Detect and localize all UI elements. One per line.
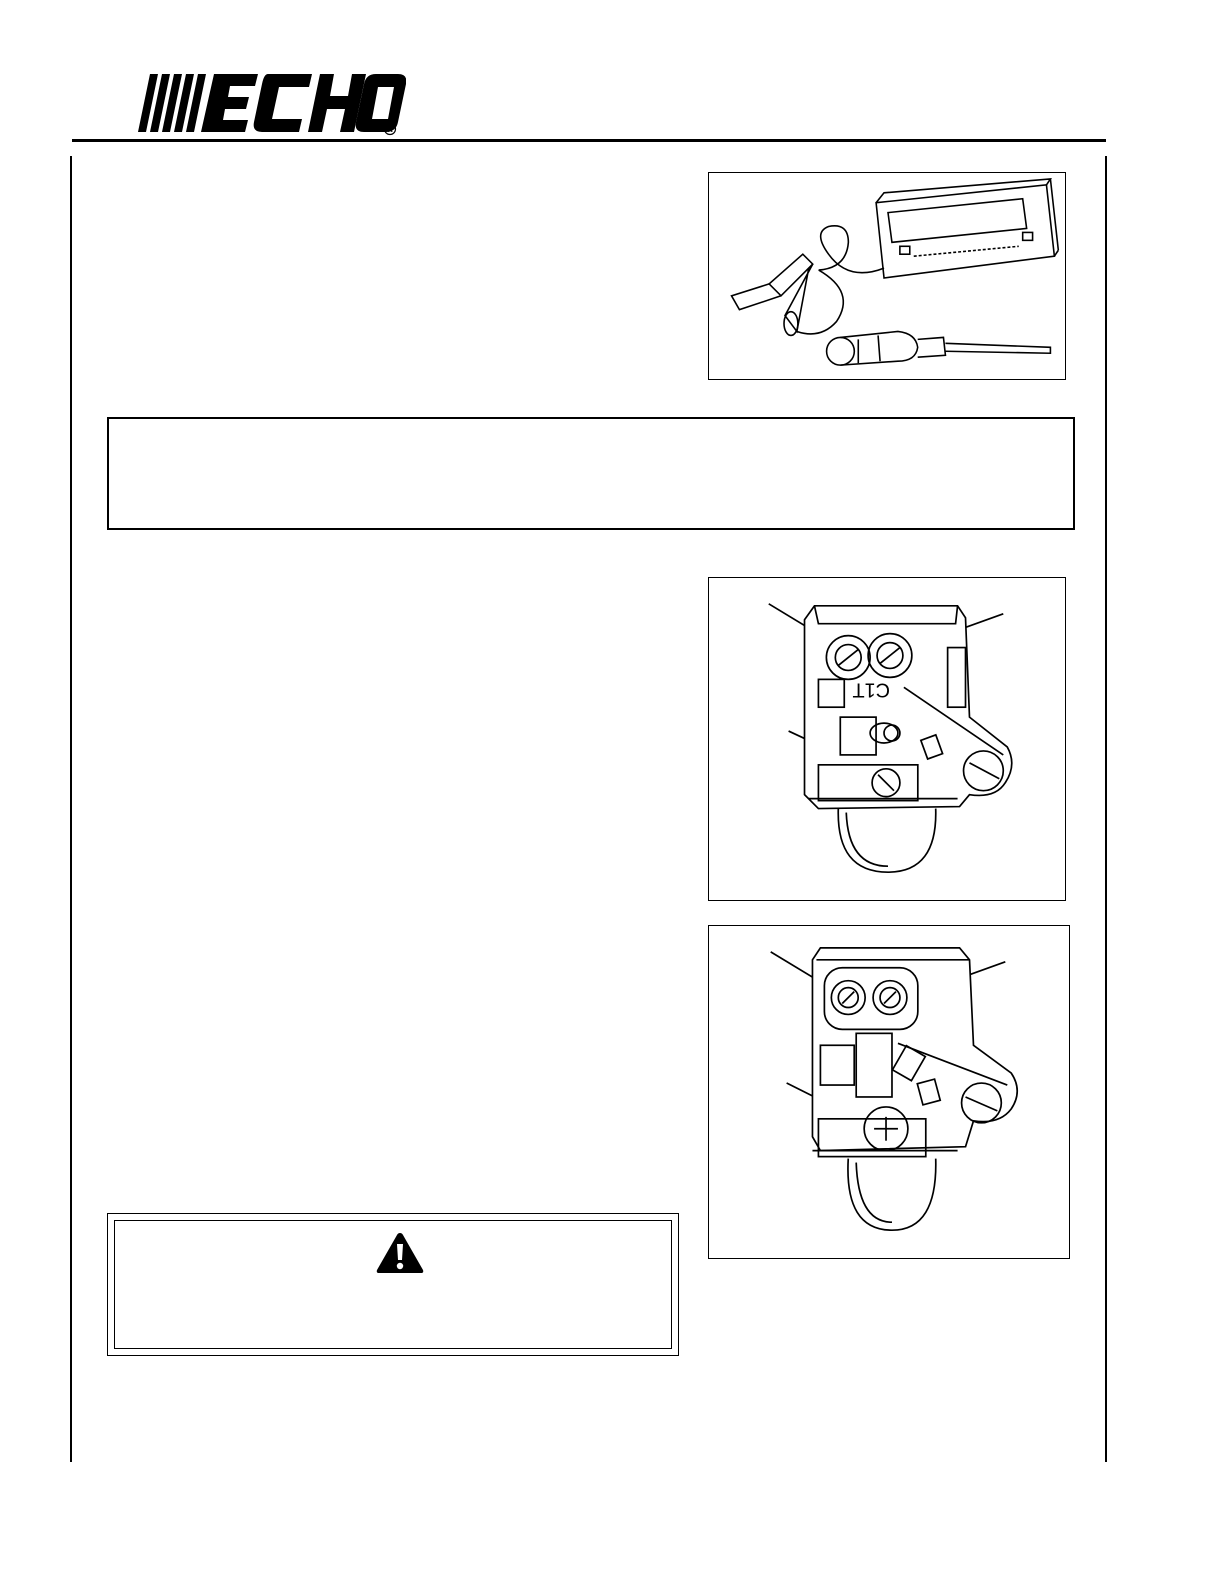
warning-box — [107, 1213, 679, 1356]
warning-triangle-icon — [375, 1231, 425, 1275]
right-margin-rule — [1105, 156, 1107, 1462]
left-margin-rule — [70, 156, 72, 1462]
tachometer-screwdriver-figure — [708, 172, 1066, 380]
echo-logo — [136, 70, 406, 136]
header-rule — [72, 139, 1106, 142]
warning-box-inner-border — [114, 1220, 672, 1349]
note-box — [107, 417, 1075, 530]
svg-text:C1T: C1T — [852, 678, 890, 701]
carburetor-adjustment-figure-a — [708, 577, 1066, 901]
svg-text:R: R — [387, 125, 393, 134]
carburetor-adjustment-figure-b — [708, 925, 1070, 1259]
